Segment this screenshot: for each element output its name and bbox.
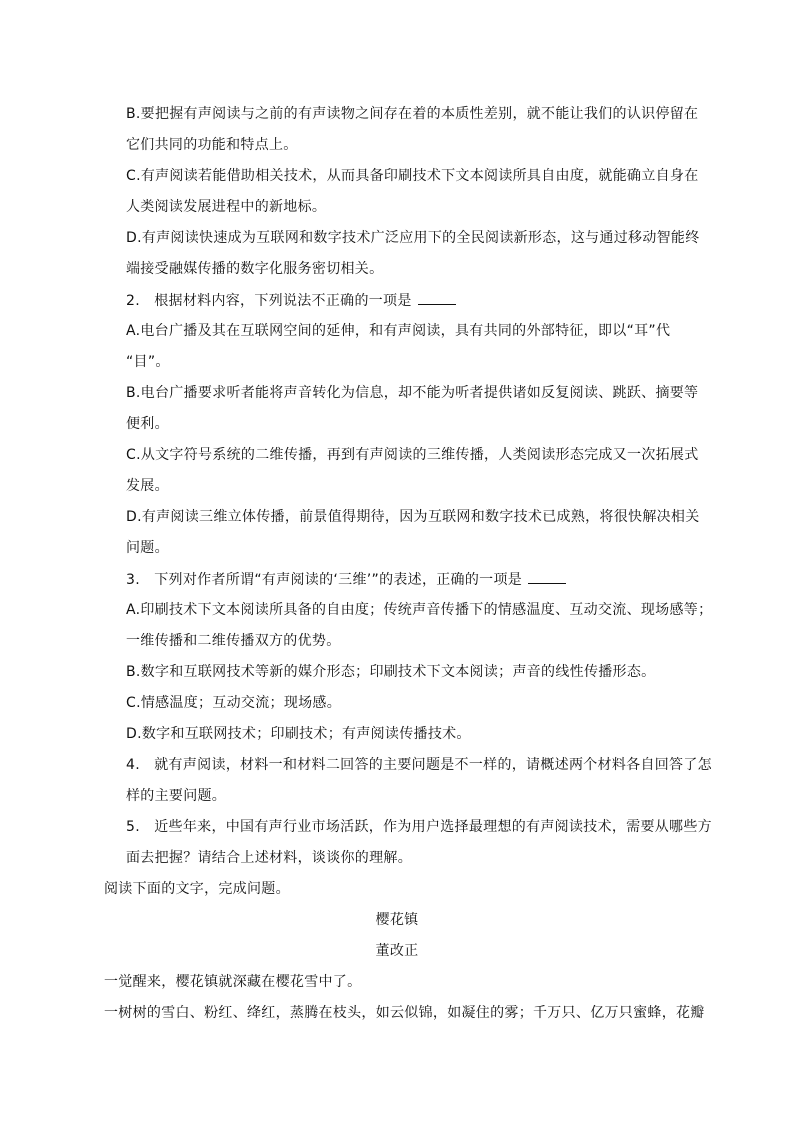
question-3-stem <box>126 569 566 590</box>
question-4-line2: 样的主要问题。 <box>126 788 227 804</box>
q2-option-b-line2: 便利。 <box>126 416 169 432</box>
q2-option-c-line1: C.从文字符号系统的二维传播，再到有声阅读的三维传播，人类阅读形态完成又一次拓展式 <box>126 447 699 463</box>
question-5-line1: 5. 近些年来，中国有声行业市场活跃，作为用户选择最理想的有声阅读技术，需要从哪些方 <box>126 819 712 835</box>
q3-option-d: D.数字和互联网技术；印刷技术；有声阅读传播技术。 <box>126 726 471 742</box>
q2-option-c-line2: 发展。 <box>126 478 169 494</box>
q2-option-a-line2: “目”。 <box>126 354 170 370</box>
story-title: 樱花镇 <box>375 912 419 928</box>
question-5-line2: 面去把握？请结合上述材料，谈谈你的理解。 <box>126 850 412 866</box>
q1-option-d-line1: D.有声阅读快速成为互联网和数字技术广泛应用下的全民阅读新形态，这与通过移动智能终 <box>126 230 700 246</box>
q3-option-a-line2: 一维传播和二维传播双方的优势。 <box>126 633 341 649</box>
q1-option-d-line2: 端接受融媒传播的数字化服务密切相关。 <box>126 261 384 277</box>
q3-option-b: B.数字和互联网技术等新的媒介形态；印刷技术下文本阅读；声音的线性传播形态。 <box>126 664 656 680</box>
q2-option-a-line1: A.电台广播及其在互联网空间的延伸，和有声阅读，具有共同的外部特征，即以“耳”代 <box>126 323 671 339</box>
answer-blank[interactable] <box>528 569 566 584</box>
question-4-line1: 4. 就有声阅读，材料一和材料二回答的主要问题是不一样的，请概述两个材料各自回答了怎 <box>126 757 712 773</box>
story-author: 董改正 <box>375 943 419 959</box>
q1-option-b-line1: B.要把握有声阅读与之前的有声读物之间存在着的本质性差别，就不能让我们的认识停留在 <box>126 106 699 122</box>
answer-blank[interactable] <box>418 290 456 305</box>
story-paragraph-1: 一觉醒来，樱花镇就深藏在樱花雪中了。 <box>104 974 362 990</box>
story-paragraph-2: 一树树的雪白、粉红、绛红，蒸腾在枝头，如云似锦，如凝住的雾；千万只、亿万只蜜蜂，花瓣 <box>104 1005 705 1021</box>
question-3-text: 3. 下列对作者所谓“有声阅读的‘三维’”的表述，正确的一项是 <box>126 572 523 588</box>
q1-option-c-line2: 人类阅读发展进程中的新地标。 <box>126 199 327 215</box>
q2-option-b-line1: B.电台广播要求听者能将声音转化为信息，却不能为听者提供诸如反复阅读、跳跃、摘要等 <box>126 385 699 401</box>
q3-option-c: C.情感温度；互动交流；现场感。 <box>126 695 342 711</box>
q1-option-c-line1: C.有声阅读若能借助相关技术，从而具备印刷技术下文本阅读所具自由度，就能确立自身在 <box>126 168 699 184</box>
q2-option-d-line1: D.有声阅读三维立体传播，前景值得期待，因为互联网和数字技术已成熟，将很快解决相关 <box>126 509 700 525</box>
q3-option-a-line1: A.印刷技术下文本阅读所具备的自由度；传统声音传播下的情感温度、互动交流、现场感等； <box>126 602 713 618</box>
reading-instruction: 阅读下面的文字，完成问题。 <box>104 881 290 897</box>
question-2-stem <box>126 290 456 311</box>
q1-option-b-line2: 它们共同的功能和特点上。 <box>126 137 298 153</box>
question-2-text: 2. 根据材料内容，下列说法不正确的一项是 <box>126 293 412 309</box>
q2-option-d-line2: 问题。 <box>126 540 169 556</box>
